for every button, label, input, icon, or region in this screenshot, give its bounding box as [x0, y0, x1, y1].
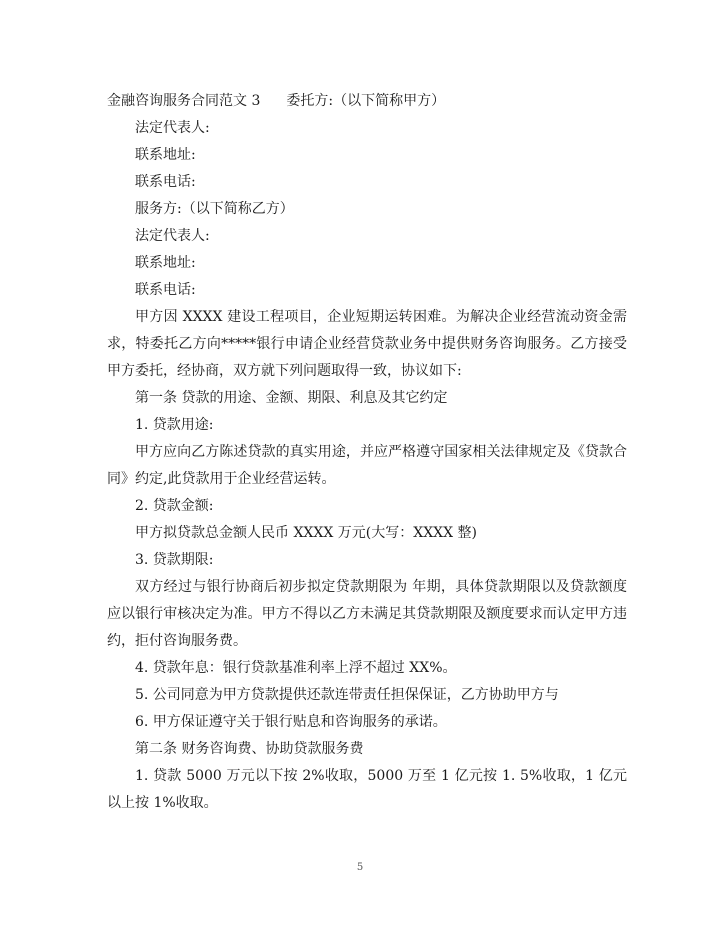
client-phone: 联系电话:: [135, 174, 196, 190]
page-number: 5: [356, 862, 364, 873]
item6-text: 6. 甲方保证遵守关于银行贴息和咨询服务的承诺。: [135, 714, 447, 730]
item3-title: 3. 贷款期限:: [135, 552, 214, 568]
item4-text: 4. 贷款年息：银行贷款基准利率上浮不超过 XX%。: [135, 660, 457, 676]
fee-text: 1. 贷款 5000 万元以下按 2%收取，5000 万至 1 亿元按 1. 5%收取，1 亿元以上按 1%收取。: [107, 768, 627, 811]
provider-phone: 联系电话:: [135, 282, 196, 298]
item2-text: 甲方拟贷款总金额人民币 XXXX 万元(大写：XXXX 整): [135, 525, 478, 541]
document-title: 金融咨询服务合同范文 3: [107, 93, 261, 109]
intro-paragraph: 甲方因 XXXX 建设工程项目，企业短期运转困难。为解决企业经营流动资金需求，特委托乙方向*****银行申请企业经营贷款业务中提供财务咨询服务。乙方接受甲方委托，经协商，双方就下列问题取得一致，协议如下:: [107, 309, 627, 379]
provider-address: 联系地址:: [135, 255, 196, 271]
item1-title: 1. 贷款用途:: [135, 417, 214, 433]
item5-text: 5. 公司同意为甲方贷款提供还款连带责任担保保证，乙方协助甲方与: [135, 687, 559, 703]
client-address: 联系地址:: [135, 147, 196, 163]
client-legal-rep: 法定代表人:: [135, 120, 210, 136]
article2-title: 第二条 财务咨询费、协助贷款服务费: [135, 741, 364, 757]
item2-title: 2. 贷款金额:: [135, 498, 214, 514]
provider-label: 服务方:（以下简称乙方）: [135, 201, 294, 217]
client-label: 委托方:（以下简称甲方）: [286, 93, 446, 109]
document-body: [107, 88, 627, 817]
header-line: [107, 88, 627, 115]
article1-title: 第一条 贷款的用途、金额、期限、利息及其它约定: [135, 390, 448, 406]
provider-legal-rep: 法定代表人:: [135, 228, 210, 244]
item1-text: 甲方应向乙方陈述贷款的真实用途，并应严格遵守国家相关法律规定及《贷款合同》约定,此贷款用于企业经营运转。: [107, 444, 627, 487]
item3-text: 双方经过与银行协商后初步拟定贷款期限为 年期，具体贷款期限以及贷款额度应以银行审核决定为准。甲方不得以乙方未满足其贷款期限及额度要求而认定甲方违约，拒付咨询服务费。: [107, 579, 627, 649]
